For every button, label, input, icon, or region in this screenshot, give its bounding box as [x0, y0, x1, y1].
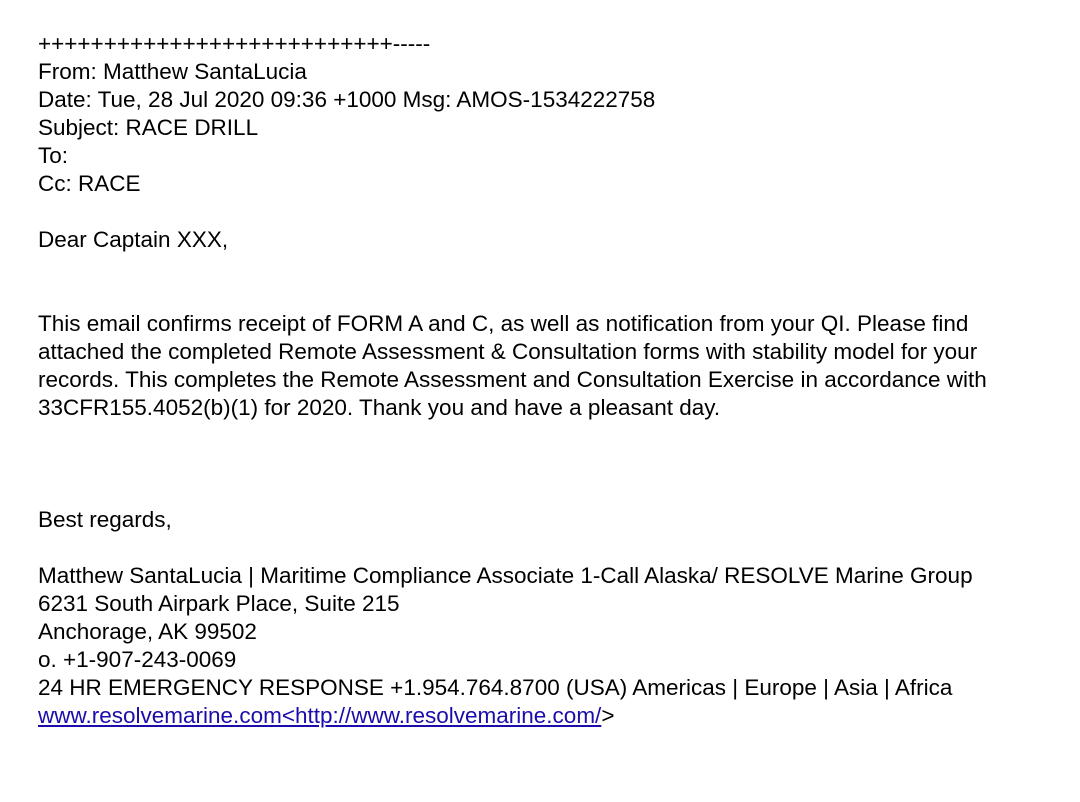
signature-phone: o. +1-907-243-0069	[38, 647, 237, 672]
header-separator: +++++++++++++++++++++++++++-----	[38, 31, 431, 56]
signature-block	[38, 562, 1068, 730]
website-link-suffix: >	[601, 703, 615, 728]
from-field: From: Matthew SantaLucia	[38, 59, 307, 84]
signature-address-city: Anchorage, AK 99502	[38, 619, 257, 644]
spacer	[38, 534, 1068, 562]
to-field: To:	[38, 143, 69, 168]
email-document	[38, 30, 1068, 730]
signature-emergency-line: 24 HR EMERGENCY RESPONSE +1.954.764.8700 (USA) Americas | Europe | Asia | Africa	[38, 675, 953, 700]
spacer	[38, 198, 1068, 226]
paragraph-line: 33CFR155.4052(b)(1) for 2020. Thank you and have a pleasant day.	[38, 395, 721, 420]
subject-field: Subject: RACE DRILL	[38, 115, 259, 140]
closing: Best regards,	[38, 507, 172, 532]
paragraph-line: attached the completed Remote Assessment & Consultation forms with stability model for your	[38, 339, 978, 364]
spacer	[38, 422, 1068, 506]
signature-name-title: Matthew SantaLucia | Maritime Compliance Associate 1-Call Alaska/ RESOLVE Marine Group	[38, 563, 973, 588]
paragraph-line: This email confirms receipt of FORM A and C, as well as notification from your QI. Please find	[38, 311, 969, 336]
cc-field: Cc: RACE	[38, 171, 141, 196]
paragraph-line: records. This completes the Remote Assessment and Consultation Exercise in accordance with	[38, 367, 987, 392]
spacer	[38, 254, 1068, 310]
greeting: Dear Captain XXX,	[38, 227, 229, 252]
date-field: Date: Tue, 28 Jul 2020 09:36 +1000 Msg: AMOS-1534222758	[38, 87, 656, 112]
body-paragraph	[38, 310, 1068, 422]
website-link[interactable]: www.resolvemarine.com<http://www.resolvemarine.com/	[38, 703, 602, 728]
signature-address-street: 6231 South Airpark Place, Suite 215	[38, 591, 400, 616]
signature-website	[38, 702, 1068, 730]
